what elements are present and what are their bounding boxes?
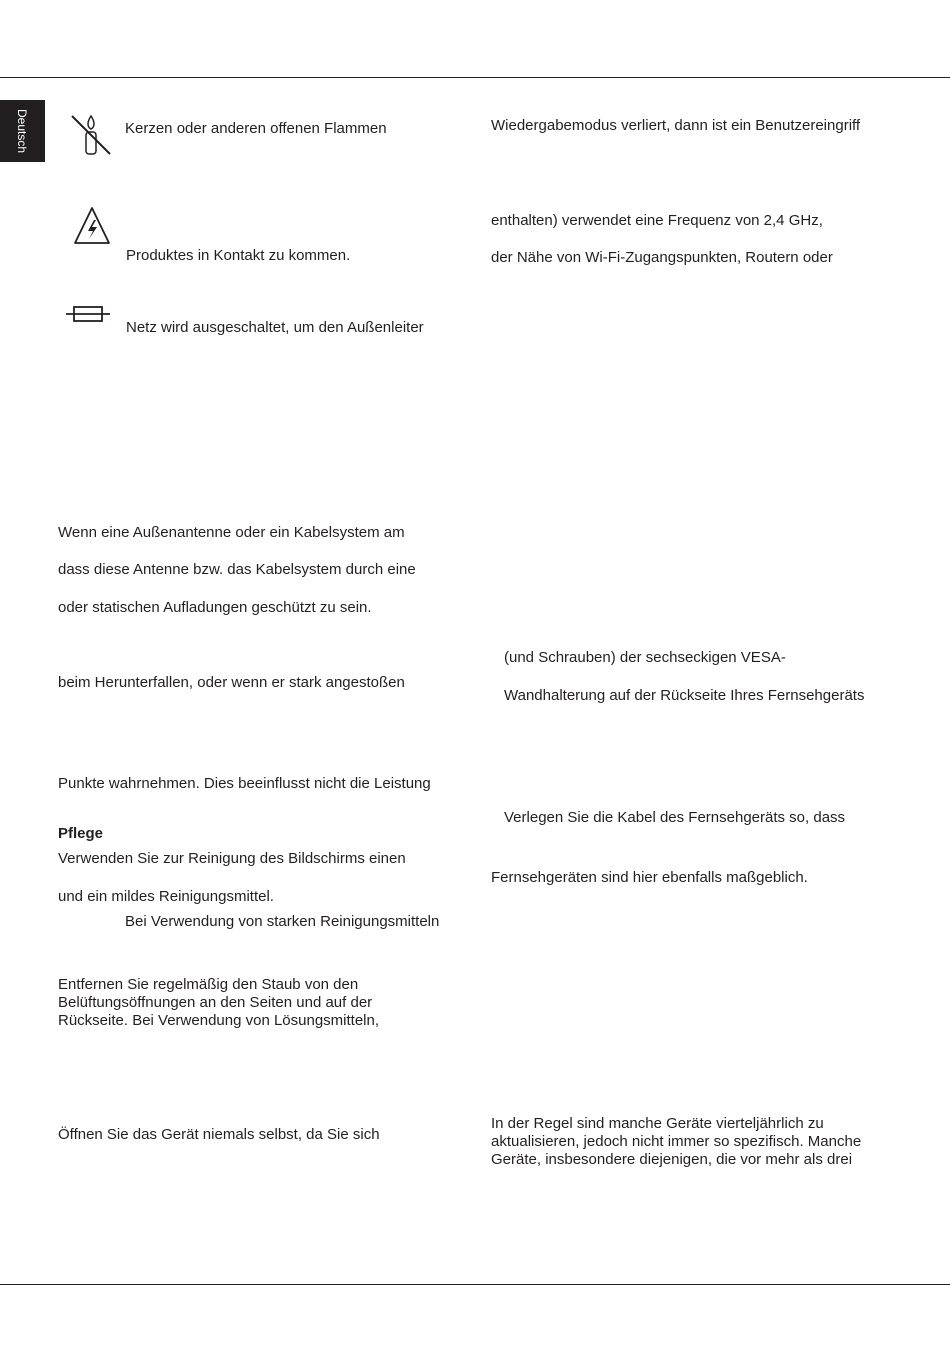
dust-text-line-2: Belüftungsöffnungen an den Seiten und auf der xyxy=(58,994,373,1011)
care-heading: Pflege xyxy=(58,825,104,842)
antenna-text-line-3: oder statischen Aufladungen geschützt zu sein. xyxy=(58,599,372,616)
open-device-text: Öffnen Sie das Gerät niemals selbst, da Sie sich xyxy=(58,1126,380,1143)
wifi-text-line-1: enthalten) verwendet eine Frequenz von 2,4 GHz, xyxy=(491,212,823,229)
drop-text: beim Herunterfallen, oder wenn er stark angestoßen xyxy=(58,674,405,691)
fuse-icon xyxy=(66,304,110,324)
antenna-text-line-1: Wenn eine Außenantenne oder ein Kabelsystem am xyxy=(58,524,405,541)
update-text-line-1: In der Regel sind manche Geräte vierteljährlich zu xyxy=(491,1115,824,1132)
playback-text: Wiedergabemodus verliert, dann ist ein Benutzereingriff xyxy=(491,117,861,134)
language-tab xyxy=(0,100,45,162)
care-text-line-2: und ein mildes Reinigungsmittel. xyxy=(58,888,274,905)
fuse-text: Netz wird ausgeschaltet, um den Außenleiter xyxy=(126,319,424,336)
update-text-line-3: Geräte, insbesondere diejenigen, die vor mehr als drei xyxy=(491,1151,853,1168)
vesa-text-line-1: (und Schrauben) der sechseckigen VESA- xyxy=(504,649,786,666)
language-tab-label: Deutsch xyxy=(15,108,30,154)
dust-text-line-1: Entfernen Sie regelmäßig den Staub von den xyxy=(58,976,359,993)
care-text-line-3: Bei Verwendung von starken Reinigungsmitteln xyxy=(125,913,440,930)
bottom-rule xyxy=(0,1284,950,1285)
update-text-line-2: aktualisieren, jedoch nicht immer so spezifisch. Manche xyxy=(491,1133,862,1150)
antenna-text-line-2: dass diese Antenne bzw. das Kabelsystem durch eine xyxy=(58,561,416,578)
no-candle-icon xyxy=(68,112,114,158)
dust-text-line-3: Rückseite. Bei Verwendung von Lösungsmitteln, xyxy=(58,1012,380,1029)
shock-warning-text: Produktes in Kontakt zu kommen. xyxy=(126,247,351,264)
pixel-text: Punkte wahrnehmen. Dies beeinflusst nicht die Leistung xyxy=(58,775,431,792)
cables-text: Verlegen Sie die Kabel des Fernsehgeräts so, dass xyxy=(504,809,846,826)
top-rule xyxy=(0,77,950,78)
candle-warning-text: Kerzen oder anderen offenen Flammen xyxy=(125,120,387,137)
vesa-text-line-2: Wandhalterung auf der Rückseite Ihres Fernsehgeräts xyxy=(504,687,865,704)
tv-text: Fernsehgeräten sind hier ebenfalls maßgeblich. xyxy=(491,869,808,886)
care-text-line-1: Verwenden Sie zur Reinigung des Bildschirms einen xyxy=(58,850,406,867)
wifi-text-line-2: der Nähe von Wi-Fi-Zugangspunkten, Routern oder xyxy=(491,249,833,266)
electric-shock-warning-icon xyxy=(72,205,112,247)
